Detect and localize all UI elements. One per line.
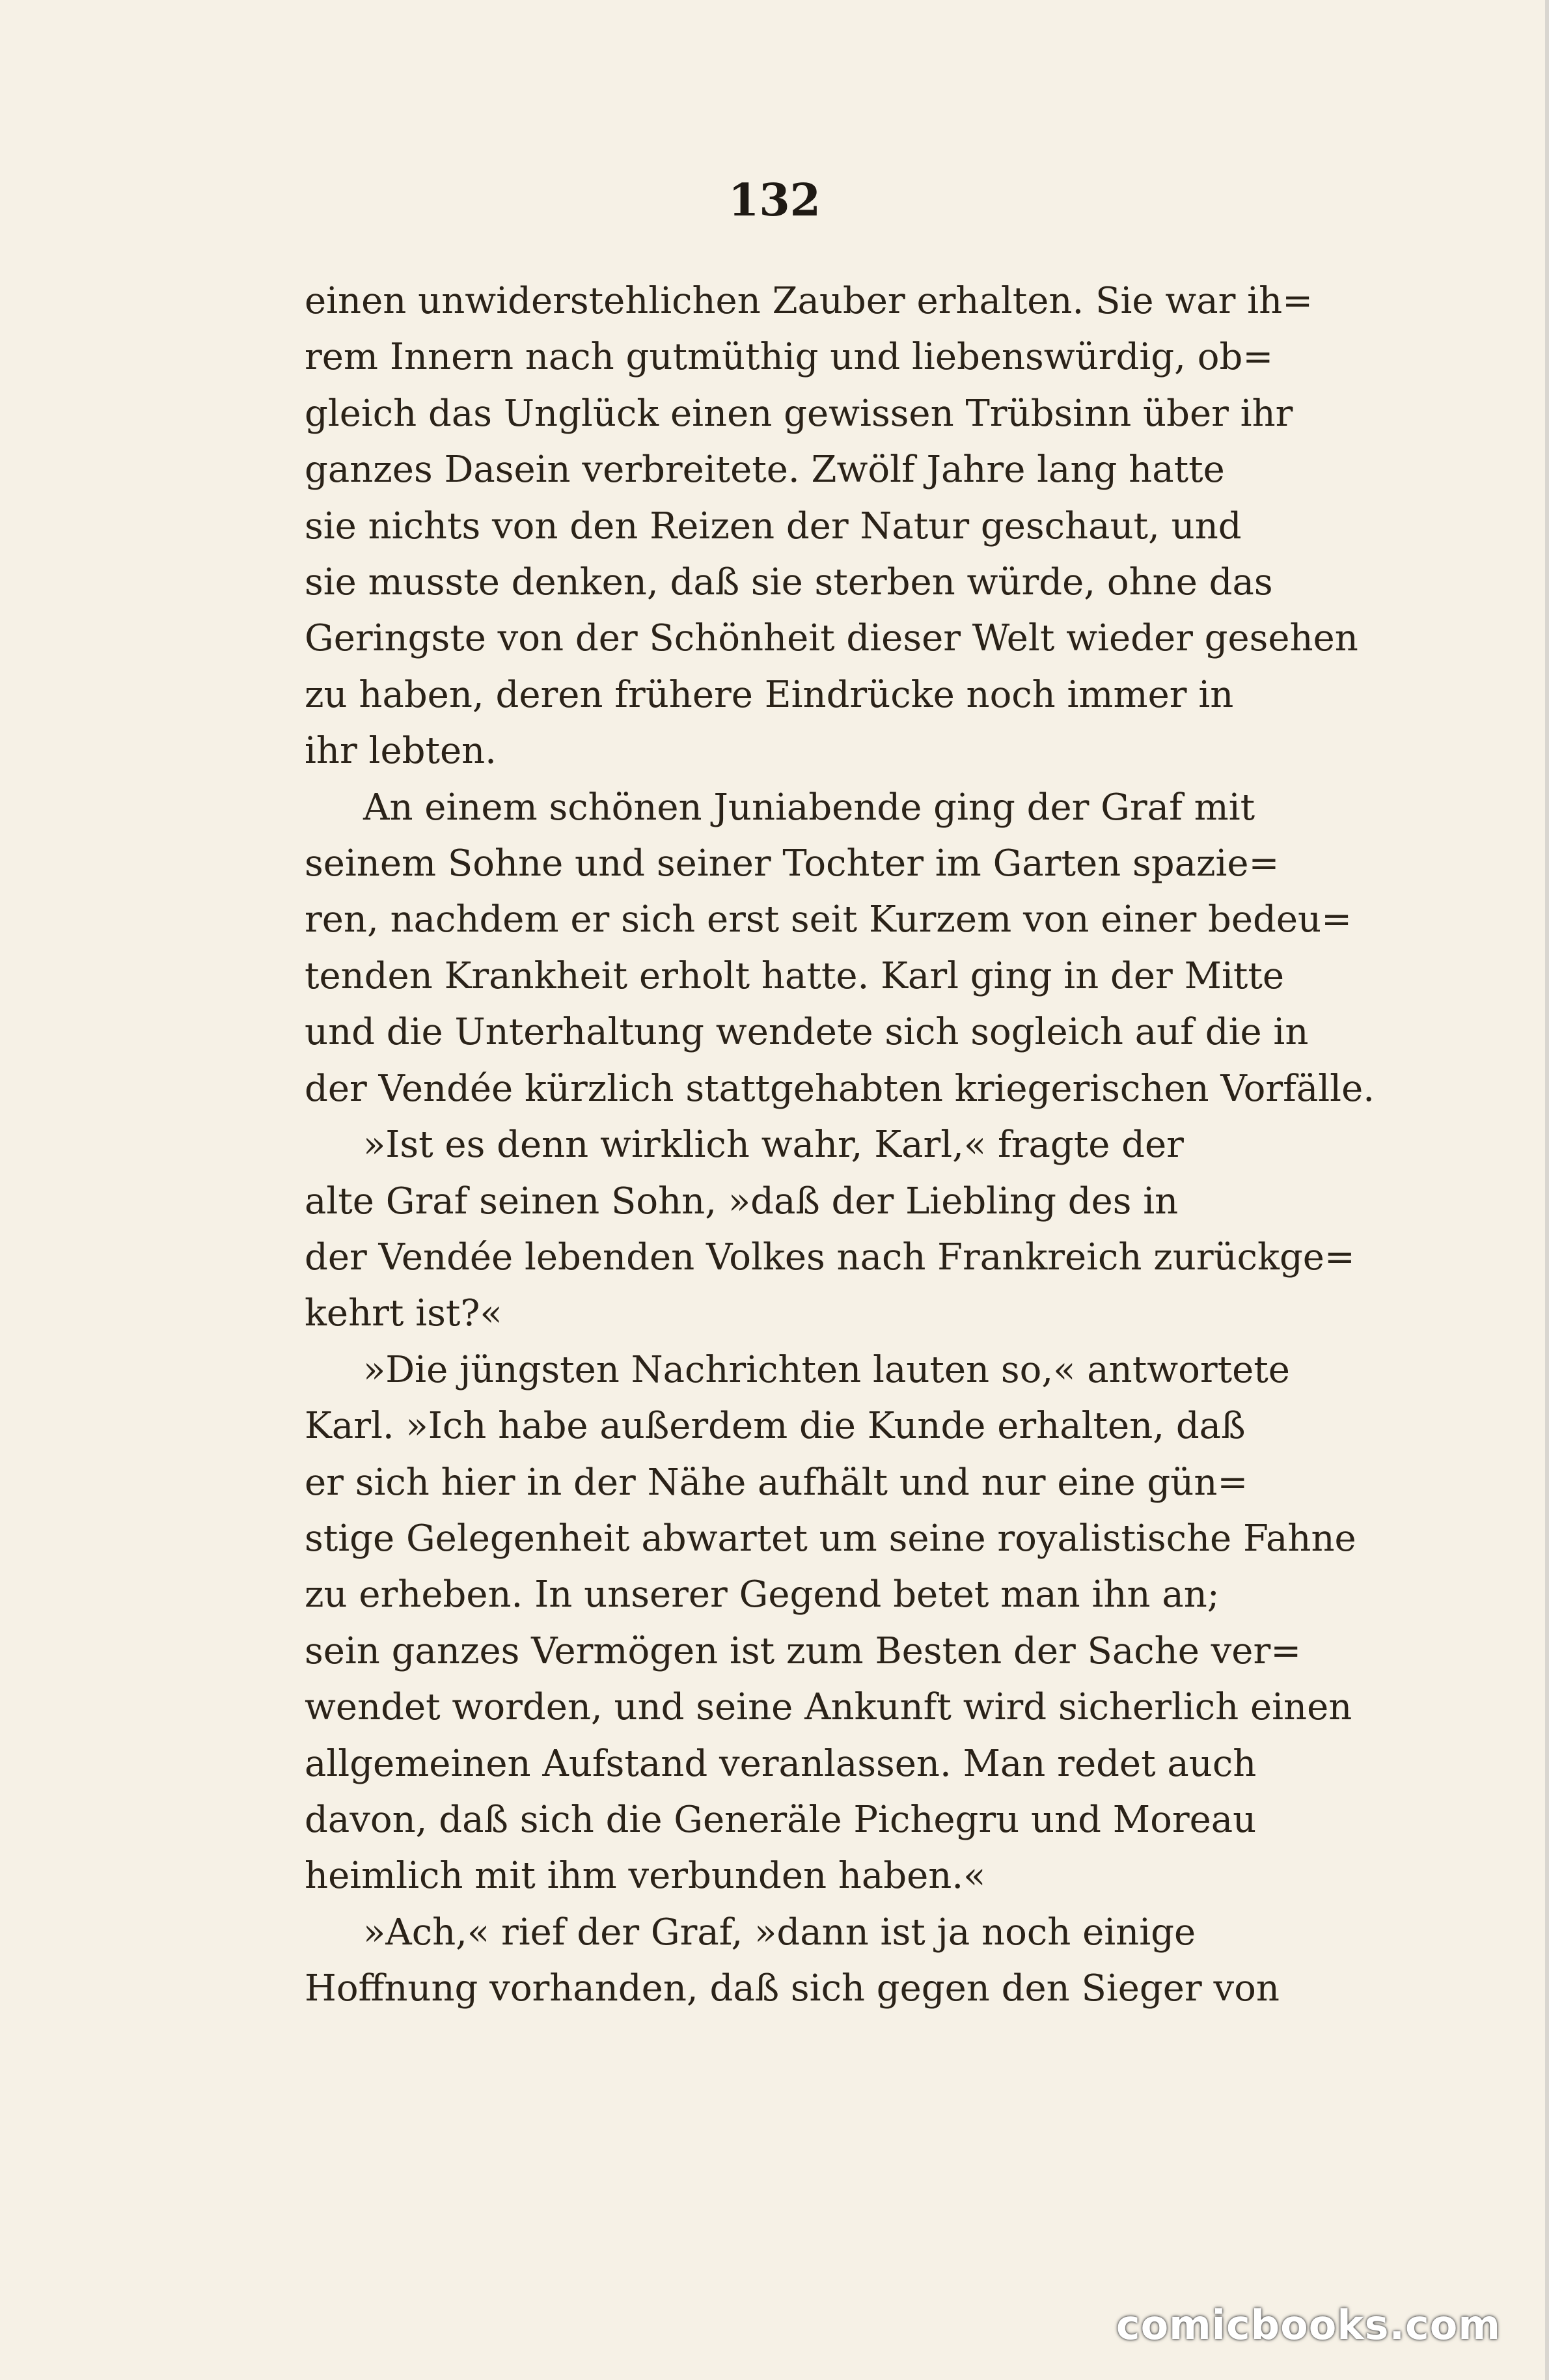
text-line: und die Unterhaltung wendete sich sogleich auf die in	[305, 1011, 1309, 1054]
text-line: An einem schönen Juniabende ging der Graf mit	[363, 786, 1255, 829]
text-line: zu erheben. In unserer Gegend betet man ihn an;	[305, 1573, 1220, 1616]
text-line: gleich das Unglück einen gewissen Trübsinn über ihr	[305, 392, 1293, 435]
watermark-logo: comicbooks.com	[1116, 2301, 1501, 2349]
text-line: »Ach,« rief der Graf, »dann ist ja noch einige	[363, 1911, 1196, 1954]
text-line: »Die jüngsten Nachrichten lauten so,« antwortete	[363, 1348, 1290, 1391]
text-line: Hoffnung vorhanden, daß sich gegen den Sieger von	[305, 1967, 1280, 2010]
text-line: seinem Sohne und seiner Tochter im Garten spazie=	[305, 842, 1280, 885]
text-line: kehrt ist?«	[305, 1292, 502, 1335]
text-line: zu haben, deren frühere Eindrücke noch immer in	[305, 673, 1234, 716]
text-line: allgemeinen Aufstand veranlassen. Man redet auch	[305, 1742, 1257, 1785]
text-line: der Vendée kürzlich stattgehabten kriegerischen Vorfälle.	[305, 1067, 1375, 1110]
text-line: der Vendée lebenden Volkes nach Frankreich zurückge=	[305, 1236, 1355, 1279]
text-line: Geringste von der Schönheit dieser Welt wieder gesehen	[305, 617, 1358, 660]
text-line: davon, daß sich die Generäle Pichegru und Moreau	[305, 1798, 1257, 1841]
text-line: ganzes Dasein verbreitete. Zwölf Jahre lang hatte	[305, 449, 1225, 491]
text-line: ihr lebten.	[305, 730, 497, 773]
text-line: einen unwiderstehlichen Zauber erhalten. Sie war ih=	[305, 280, 1313, 322]
text-line: stige Gelegenheit abwartet um seine royalistische Fahne	[305, 1517, 1356, 1560]
text-line: alte Graf seinen Sohn, »daß der Liebling des in	[305, 1180, 1179, 1223]
text-line: ren, nachdem er sich erst seit Kurzem von einer bedeu=	[305, 898, 1352, 941]
text-line: »Ist es denn wirklich wahr, Karl,« fragte der	[363, 1124, 1184, 1167]
text-line: wendet worden, und seine Ankunft wird sicherlich einen	[305, 1686, 1352, 1729]
text-line: sein ganzes Vermögen ist zum Besten der Sache ver=	[305, 1629, 1302, 1672]
text-line: tenden Krankheit erholt hatte. Karl ging in der Mitte	[305, 954, 1284, 997]
text-line: Karl. »Ich habe außerdem die Kunde erhalten, daß	[305, 1405, 1246, 1448]
text-line: sie musste denken, daß sie sterben würde, ohne das	[305, 561, 1273, 604]
body-text	[305, 273, 1411, 2017]
text-line: er sich hier in der Nähe aufhält und nur eine gün=	[305, 1461, 1248, 1504]
text-line: heimlich mit ihm verbunden haben.«	[305, 1855, 986, 1898]
page-number: 132	[728, 174, 821, 227]
text-line: rem Innern nach gutmüthig und liebenswürdig, ob=	[305, 336, 1274, 379]
text-line: sie nichts von den Reizen der Natur geschaut, und	[305, 505, 1242, 547]
